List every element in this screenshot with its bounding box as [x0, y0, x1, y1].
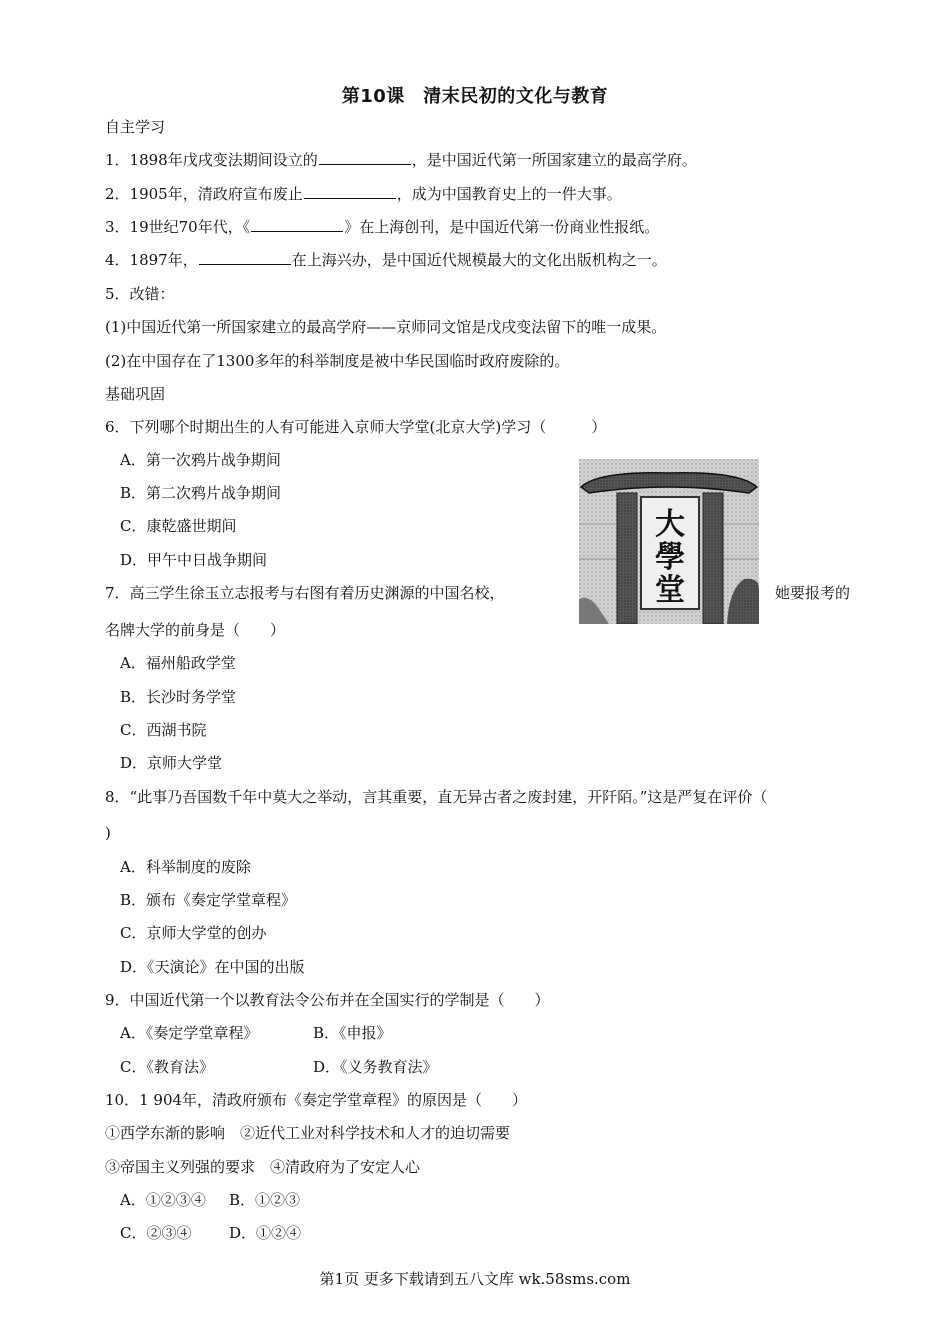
question-10-option-c: C．②③④ [120, 1224, 192, 1242]
answer-blank [319, 150, 411, 165]
question-7-stem-right: 她要报考的 [775, 584, 851, 602]
question-6-option-a: A．第一次鸦片战争期间 [120, 451, 281, 469]
gate-inscription-3: 堂 [655, 573, 685, 608]
question-6-stem: 6．下列哪个时期出生的人有可能进入京师大学堂(北京大学)学习（ ） [105, 418, 607, 436]
answer-blank [304, 184, 396, 199]
answer-blank [199, 250, 291, 265]
section-self-study: 自主学习 [105, 118, 166, 136]
university-gate-illustration [579, 459, 759, 624]
question-10-items-2: ③帝国主义列强的要求 ④清政府为了安定人心 [105, 1158, 421, 1176]
question-5-part-1: (1)中国近代第一所国家建立的最高学府——京师同文馆是戊戌变法留下的唯一成果。 [105, 318, 667, 336]
question-10-option-a: A．①②③④ [120, 1191, 206, 1209]
question-3 [105, 217, 659, 237]
question-8-option-b: B．颁布《奏定学堂章程》 [120, 891, 297, 909]
question-7-option-d: D．京师大学堂 [120, 754, 223, 772]
page-footer: 第1页 更多下载请到五八文库 wk.58sms.com [319, 1270, 631, 1288]
question-2-text-after: ，成为中国教育史上的一件大事。 [396, 185, 622, 203]
question-9-option-a: A．《奏定学堂章程》 [120, 1024, 259, 1042]
question-9-option-b: B．《申报》 [313, 1024, 392, 1042]
question-4-text-before: 4．1897年， [105, 251, 198, 269]
question-5-part-2: (2)在中国存在了1300多年的科举制度是被中华民国临时政府废除的。 [105, 352, 570, 370]
question-1-text-before: 1．1898年戊戌变法期间设立的 [105, 151, 318, 169]
question-8-stem: 8．“此事乃吾国数千年中莫大之举动，言其重要，直无异古者之废封建，开阡陌。”这是严复在评价（ [105, 788, 768, 806]
question-6-option-b: B．第二次鸦片战争期间 [120, 484, 282, 502]
question-1 [105, 150, 697, 170]
question-10-stem: 10．1 904年，清政府颁布《奏定学堂章程》的原因是（ ） [105, 1091, 528, 1109]
question-4 [105, 250, 667, 270]
question-8-option-d: D．《天演论》在中国的出版 [120, 958, 305, 976]
question-8-option-a: A．科举制度的废除 [120, 858, 251, 876]
question-3-text-before: 3．19世纪70年代，《 [105, 218, 251, 236]
question-2 [105, 184, 622, 204]
question-7-option-c: C．西湖书院 [120, 721, 207, 739]
section-basics: 基础巩固 [105, 385, 166, 403]
question-10-option-d: D．①②④ [229, 1224, 302, 1242]
question-10-items-1: ①西学东渐的影响 ②近代工业对科学技术和人才的迫切需要 [105, 1124, 511, 1142]
question-7-stem-cont: 名牌大学的前身是（ ） [105, 621, 286, 639]
answer-blank [251, 217, 343, 232]
question-5-stem: 5．改错： [105, 285, 175, 303]
question-9-option-d: D．《义务教育法》 [313, 1058, 438, 1076]
question-6-option-c: C．康乾盛世期间 [120, 517, 237, 535]
gate-inscription-1: 大 [655, 507, 685, 542]
question-8-stem-cont: ) [105, 824, 111, 842]
question-1-text-after: ，是中国近代第一所国家建立的最高学府。 [411, 151, 697, 169]
question-7-stem-left: 7．高三学生徐玉立志报考与右图有着历史渊源的中国名校， [105, 584, 505, 602]
question-2-text-before: 2．1905年，清政府宣布废止 [105, 185, 303, 203]
question-4-text-after: 在上海兴办，是中国近代规模最大的文化出版机构之一。 [291, 251, 667, 269]
question-6-option-d: D．甲午中日战争期间 [120, 551, 268, 569]
question-8-option-c: C．京师大学堂的创办 [120, 924, 267, 942]
question-10-option-b: B．①②③ [229, 1191, 301, 1209]
university-gate-photo [579, 459, 759, 624]
gate-inscription-2: 學 [655, 540, 685, 575]
question-7-option-b: B．长沙时务学堂 [120, 688, 237, 706]
question-9-option-c: C．《教育法》 [120, 1058, 214, 1076]
page-title: 第10课 清末民初的文化与教育 [341, 86, 609, 107]
question-7-option-a: A．福州船政学堂 [120, 654, 236, 672]
question-9-stem: 9．中国近代第一个以教育法令公布并在全国实行的学制是（ ） [105, 991, 550, 1009]
question-3-text-after: 》在上海创刊，是中国近代第一份商业性报纸。 [344, 218, 660, 236]
